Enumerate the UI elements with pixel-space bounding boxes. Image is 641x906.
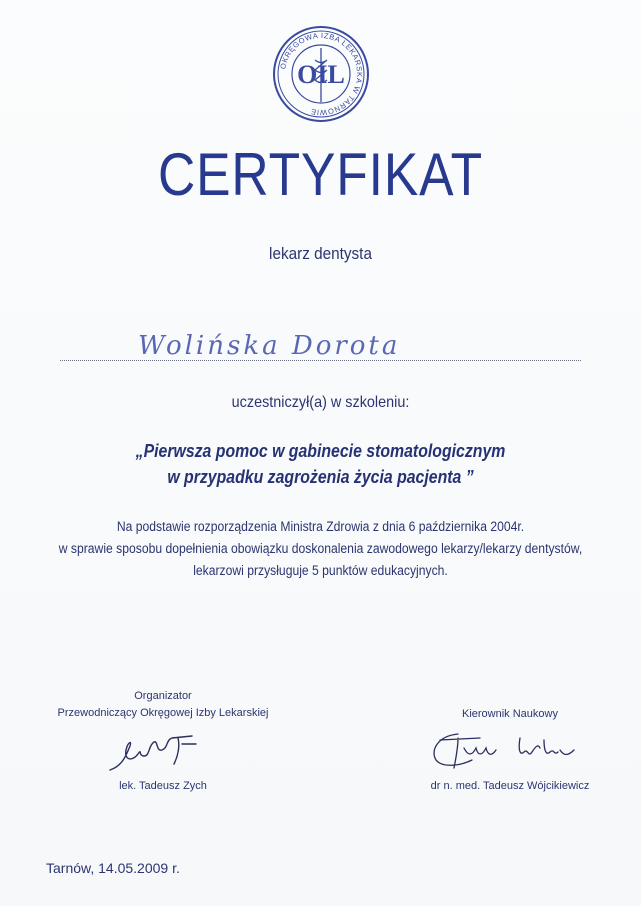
organizer-role-line-2: Przewodniczący Okręgowej Izby Lekarskiej [57,707,269,719]
profession-label: lekarz dentysta [269,244,372,263]
legal-line-1: Na podstawie rozporządzenia Ministra Zdrowia z dnia 6 października 2004r. [116,519,525,534]
organizer-role-line-1: Organizator [134,690,192,702]
chamber-seal-logo [271,24,371,124]
legal-line-2: w sprawie sposobu dopełnienia obowiązku doskonalenia zawodowego lekarzy/lekarzy dentystów, [58,541,583,556]
participation-text: uczestniczył(a) w szkoleniu: [231,394,410,411]
scientific-director-name: dr n. med. Tadeusz Wójcikiewicz [430,780,590,792]
course-title [38,438,602,490]
svg-text:OKRĘGOWA IZBA LEKARSKA W TARNO: OKRĘGOWA IZBA LEKARSKA W TARNOWIE [278,30,365,118]
organizer-name: lek. Tadeusz Zych [119,780,207,792]
course-title-line-2: w przypadku zagrożenia życia pacjenta ” [167,467,474,487]
certificate-title: CERTYFIKAT [158,141,483,208]
recipient-name-line [60,360,581,361]
legal-line-3: lekarzowi przysługuje 5 punktów edukacyjnych. [193,563,448,578]
organizer-role [48,688,278,722]
scientific-director-role: Kierownik Naukowy [462,708,558,720]
course-title-line-1: „Pierwsza pomoc w gabinecie stomatologicznym [135,441,506,461]
organizer-signature [108,726,218,776]
place-date: Tarnów, 14.05.2009 r. [46,860,180,876]
svg-text:OIL: OIL [297,60,345,89]
recipient-name-handwriting [60,324,581,364]
scientific-director-signature [428,726,588,776]
legal-basis-text [32,516,609,582]
recipient-name: Wolińska Dorota [138,331,401,361]
